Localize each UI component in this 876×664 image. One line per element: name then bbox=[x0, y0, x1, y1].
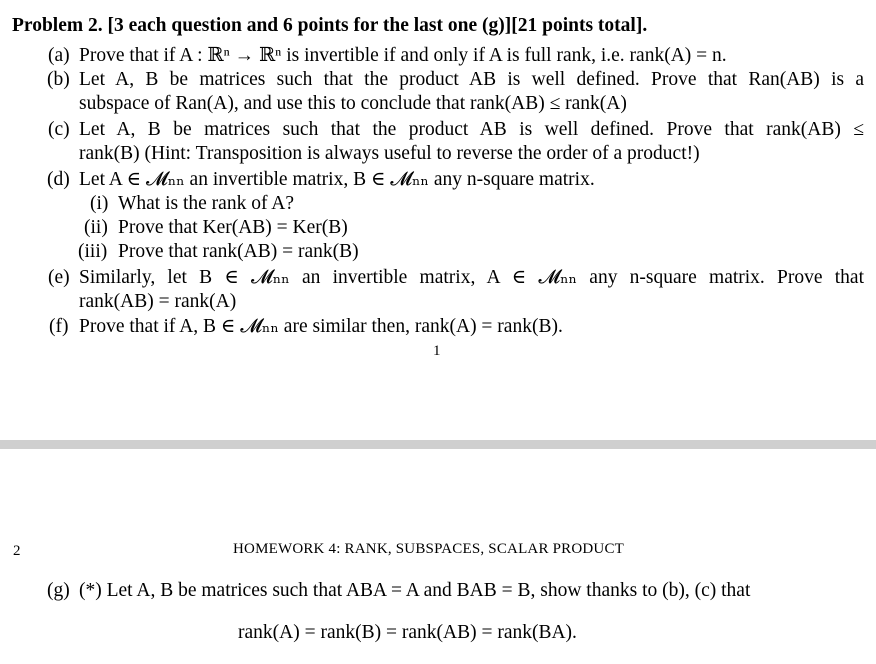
item-c-text-line2: rank(B) (Hint: Transposition is always useful to reverse the order of a product!) bbox=[79, 143, 700, 164]
item-a-text: Prove that if A : ℝⁿ → ℝⁿ is invertible if and only if A is full rank, i.e. rank(A) = n. bbox=[79, 45, 727, 66]
item-d-ii-label: (ii) bbox=[84, 217, 108, 238]
item-b-label: (b) bbox=[47, 69, 70, 90]
page-number-1: 1 bbox=[433, 343, 441, 359]
item-d-i-text: What is the rank of A? bbox=[118, 193, 294, 214]
running-head: HOMEWORK 4: RANK, SUBSPACES, SCALAR PRODUCT bbox=[233, 541, 625, 557]
item-f-label: (f) bbox=[49, 316, 69, 337]
item-e-text-line1: Similarly, let B ∈ 𝓜ₙₙ an invertible matrix, A ∈ 𝓜ₙₙ any n-square matrix. Prove that bbox=[79, 267, 864, 288]
item-d-iii-label: (iii) bbox=[78, 241, 108, 262]
item-c-text-line1: Let A, B be matrices such that the product AB is well defined. Prove that rank(AB) ≤ bbox=[79, 119, 864, 140]
page-number-2: 2 bbox=[13, 543, 21, 559]
item-c-label: (c) bbox=[48, 119, 70, 140]
item-e-label: (e) bbox=[48, 267, 70, 288]
item-d-text: Let A ∈ 𝓜ₙₙ an invertible matrix, B ∈ 𝓜ₙₙ any n-square matrix. bbox=[79, 169, 595, 190]
problem-heading: Problem 2. [3 each question and 6 points for the last one (g)][21 points total]. bbox=[12, 15, 648, 36]
item-g-label: (g) bbox=[47, 580, 70, 601]
display-equation: rank(A) = rank(B) = rank(AB) = rank(BA). bbox=[238, 622, 577, 643]
item-a-label: (a) bbox=[48, 45, 70, 66]
item-d-label: (d) bbox=[47, 169, 70, 190]
item-d-ii-text: Prove that Ker(AB) = Ker(B) bbox=[118, 217, 348, 238]
item-b-text-line1: Let A, B be matrices such that the product AB is well defined. Prove that Ran(AB) is a bbox=[79, 69, 864, 90]
page-separator bbox=[0, 440, 876, 449]
page-2 bbox=[0, 449, 876, 664]
item-d-i-label: (i) bbox=[90, 193, 109, 214]
item-g-text: (*) Let A, B be matrices such that ABA = A and BAB = B, show thanks to (b), (c) that bbox=[79, 580, 751, 601]
item-b-text-line2: subspace of Ran(A), and use this to conclude that rank(AB) ≤ rank(A) bbox=[79, 93, 627, 114]
item-d-iii-text: Prove that rank(AB) = rank(B) bbox=[118, 241, 359, 262]
item-e-text-line2: rank(AB) = rank(A) bbox=[79, 291, 237, 312]
item-f-text: Prove that if A, B ∈ 𝓜ₙₙ are similar then, rank(A) = rank(B). bbox=[79, 316, 563, 337]
